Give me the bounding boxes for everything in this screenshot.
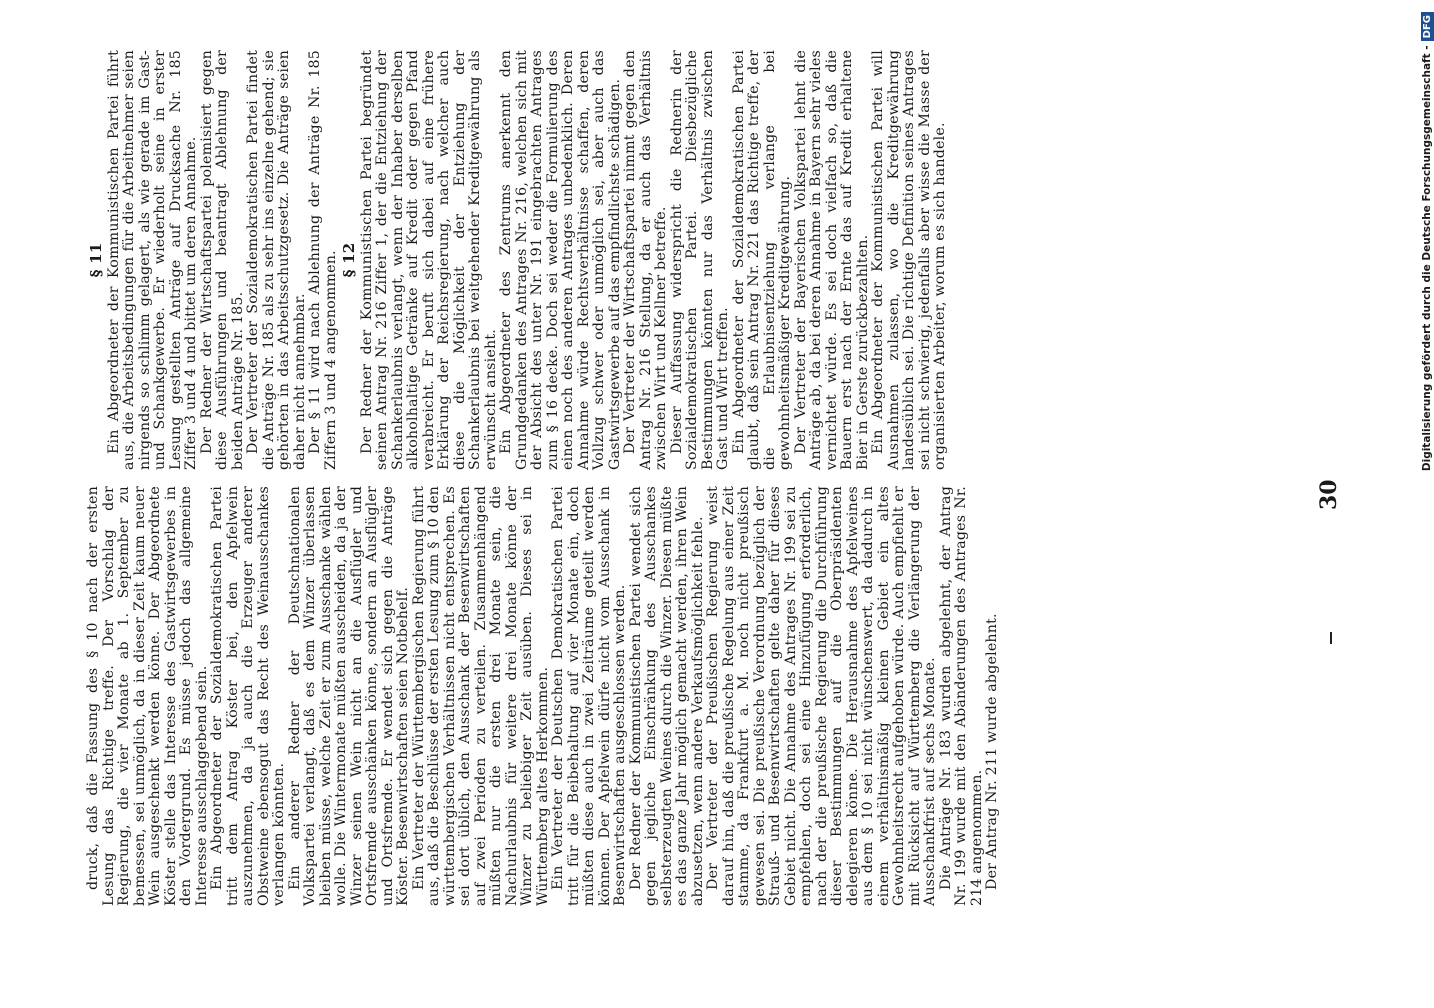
paragraph: Der Vertreter der Preußischen Regierung weist darauf hin, daß die preußische Regelung aus einer Zeit stamme, da Frankfurt a. M. noch nicht preußisch gewesen sei. Die preußische Verordnung bezüglich der Strauß- und Besenwirtschaften gelte daher für dieses Gebiet nicht. Die Annahme des Antrages Nr. 199 sei zu empfehlen, doch sei eine Hinzufügung erforderlich, nach der die preußische Regierung die Durchführung dieser Bestimmungen auf die Oberpräsidenten delegieren könne. Die Herausnahme des Apfelweines aus dem § 10 sei nicht wünschenswert, da dadurch in einem verhältnismäßig kleinen Gebiet ein altes Gewohnheitsrecht aufgehoben würde. Auch empfiehlt er mit Rücksicht auf Württemberg die Verlängerung der Ausschankfrist auf sechs Monate. [705,486,938,906]
left-column [86,486,1001,906]
paragraph: Der Vertreter der Sozialdemokratischen Partei findet die Anträge Nr. 185 als zu sehr ins einzelne gehend; sie gehörten in das Arbeitsschutzgesetz. Die Anträge seien daher nicht annehmbar. [245,50,308,470]
paragraph: Der Redner der Kommunistischen Partei wendet sich gegen jegliche Einschränkung des Ausschankes selbsterzeugten Weines durch die Winzer. Diesen müßte es das ganze Jahr möglich gemacht werden, ihren Wein abzusetzen, wenn andere Verkaufsmöglichkeit fehle. [627,486,706,906]
right-column [86,50,949,470]
page-number: 30 [1316,479,1342,510]
paragraph: Ein anderer Redner der Deutschnationalen Volkspartei verlangt, daß es dem Winzer überlassen bleiben müsse, welche Zeit er zum Ausschanke wählen wolle. Die Wintermonate müßten ausscheiden, da ja der Winzer seinen Wein nicht an die Ausflügler und Ortsfremde ausschänken könne, sondern an Ausflügler und Ortsfremde. Er wendet sich gegen die Anträge Köster. Besenwirtschaften seien Notbehelf. [286,486,411,906]
paragraph: Ein Abgeordneter der Sozialdemokratischen Partei glaubt, daß sein Antrag Nr. 221 das Richtige treffe, der die Erlaubnisentziehung verlange bei gewohnheitsmäßiger Kreditgewährung. [730,50,793,470]
dfg-logo: DFG [1421,12,1434,41]
paragraph: Dieser Auffassung widerspricht die Rednerin der Sozialdemokratischen Partei. Diesbezügliche Bestimmungen könnten nur das Verhältnis zwischen Gast und Wirt treffen. [668,50,731,470]
paragraph: Ein Vertreter der Deutschen Demokratischen Partei tritt für die Beibehaltung auf vier Monate ein, doch müßten diese auch in zwei Zeiträume geteilt werden können. Der Apfelwein dürfe nicht vom Ausschank in Besenwirtschaften ausgeschlossen werden. [550,486,628,906]
paragraph: druck, daß die Fassung des § 10 nach der ersten Lesung das Richtige treffe. Der Vorschlag der Regierung, die vier Monate ab 1. September zu bemessen, sei unmöglich, da in dieser Zeit kaum neuer Wein ausgeschenkt werden könne. Der Abgeordnete Köster stelle das Interesse des Gastwirtsgewerbes in den Vordergrund. Es müsse jedoch das allgemeine Interesse ausschlaggebend sein. [85,486,210,906]
paragraph: Ein Abgeordneter der Kommunistischen Partei führt aus, die Arbeitsbedingungen für die Arbeitnehmer seien nirgends so schlimm gelagert, als wie gerade im Gast- und Schankgewerbe. Er wiederholt seine in erster Lesung gestellten Anträge auf Drucksache Nr. 185 Ziffer 3 und 4 und bittet um deren Annahme. [105,50,199,470]
paragraph: Der Vertreter der Wirtschaftspartei nimmt gegen den Antrag Nr. 216 Stellung, da er auch das Verhältnis zwischen Wirt und Kellner betreffe. [622,50,669,470]
paragraph: Ein Vertreter der Württembergischen Regierung führt aus, daß die Beschlüsse der ersten Lesung zum § 10 den württembergischen Verhältnissen nicht entsprechen. Es sei dort üblich, den Ausschank der Besenwirtschaften auf zwei Perioden zu verteilen. Zusammenhängend müßten nur die ersten drei Monate sein, die Nachurlaubnis für weitere drei Monate könne der Winzer zu beliebiger Zeit ausüben. Dieses sei in Württemberg altes Herkommen. [410,486,551,906]
paragraph: Ein Abgeordneter der Sozialdemokratischen Partei tritt dem Antrag Köster bei, den Apfelwein auszunehmen, da ja auch die Erzeuger anderer Obstweine ebensogut das Recht des Weinausschankes verlangen könnten. [209,486,287,906]
paragraph: Der Antrag Nr. 211 wurde abgelehnt. [984,613,1000,890]
paragraph: Der Vertreter der Bayerischen Volkspartei lehnt die Anträge ab, da bei deren Annahme in Bayern sehr vieles vernichtet würde. Es sei doch vielfach so, daß die Bauern erst nach der Ernte das auf Kredit erhaltene Bier in Gerste zurückbezahlten. [792,50,871,470]
paragraph: Der Redner der Wirtschaftspartei polemisiert gegen diese Ausführungen und beantragt Ablehnung der beiden Anträge Nr. 185. [198,50,246,470]
section-heading: § 12 [340,242,358,278]
paragraph: Der Redner der Kommunistischen Partei begründet seinen Antrag Nr. 216 Ziffer 1, der die Entziehung der Schankerlaubnis verlangt, wenn der Inhaber derselben alkoholhaltige Getränke auf Kredit oder gegen Pfand verabreicht. Er beruft sich dabei auf eine frühere Erklärung der Reichsregierung, nach welcher auch diese die Möglichkeit der Entziehung der Schankerlaubnis bei weitgehender Kreditgewährung als erwünscht ansieht. [358,50,499,470]
paragraph: Ein Abgeordneter der Kommunistischen Partei will Ausnahmen zulassen, wo die Kreditgewährung landesüblich sei. Die richtige Definition seines Antrages sei nicht schwierig, jedenfalls aber wisse die Masse der organisierten Arbeiter, worum es sich handele. [870,50,948,470]
credit-text: Digitalisierung gefördert durch die Deutsche Forschungsgemeinschaft - [1421,45,1433,472]
header-dash [1330,632,1332,644]
paragraph: Der § 11 wird nach Ablehnung der Anträge Nr. 185 Ziffern 3 und 4 angenommen. [307,50,339,470]
paragraph: Die Anträge Nr. 183 wurden abgelehnt, der Antrag Nr. 199 wurde mit den Abänderungen des Antrages Nr. 214 angenommen. [937,486,985,906]
paragraph: Ein Abgeordneter des Zentrums anerkennt den Grundgedanken des Antrages Nr. 216, welchen sich mit der Absicht des unter Nr. 191 eingebrachten Antrages zum § 16 decke. Doch sei weder die Formulierung des einen noch des anderen Antrages unbedenklich. Deren Annahme würde Rechtsverhältnisse schaffen, deren Vollzug schwer oder unmöglich sei, aber auch das Gastwirtsgewerbe auf das empfindlichste schädigen. [498,50,623,470]
section-heading: § 11 [87,242,105,278]
digitization-credit [1420,8,1434,1008]
credit-text-line [1420,12,1434,992]
